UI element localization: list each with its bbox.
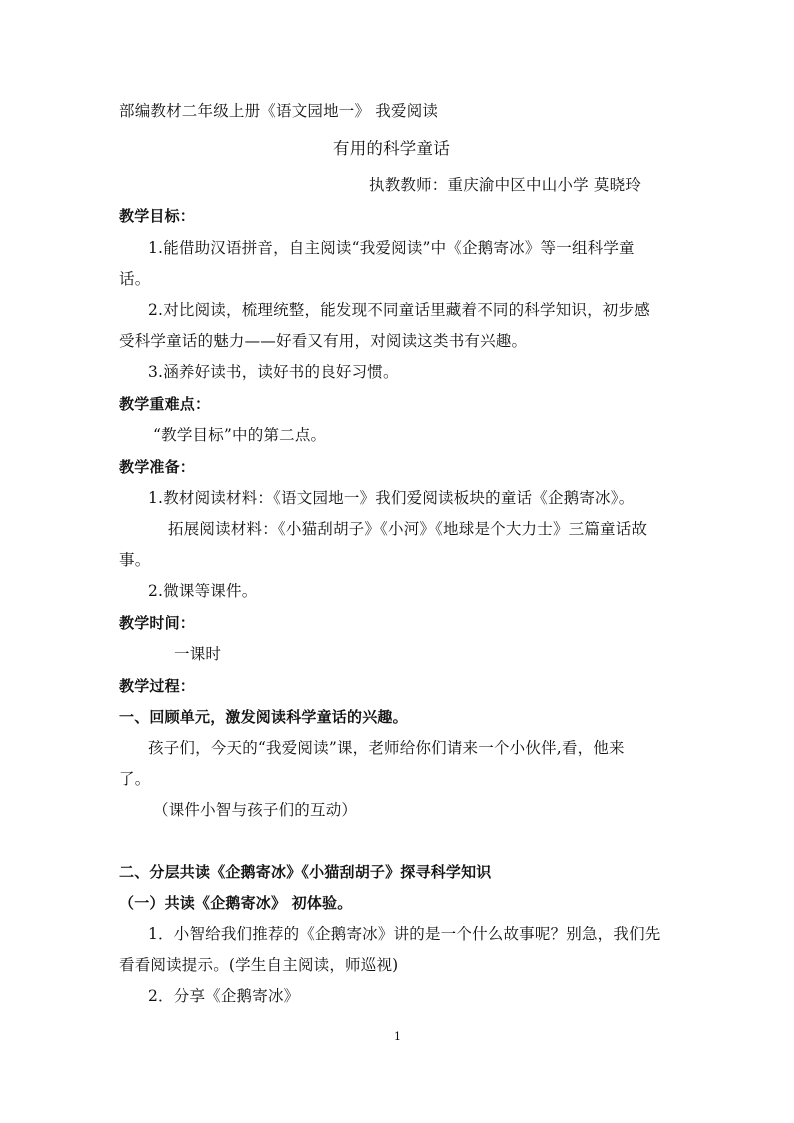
header-line: 部编教材二年级上册《语文园地一》 我爱阅读: [119, 102, 439, 120]
section-2-heading: 二、分层共读《企鹅寄冰》《小猫刮胡子》探寻科学知识: [119, 863, 492, 881]
subsection-1-item-1-line-2: 看看阅读提示。(学生自主阅读，师巡视): [119, 956, 399, 974]
time-text: 一课时: [174, 645, 222, 663]
document-title: 有用的科学童话: [333, 139, 450, 158]
key-difficulty-heading: 教学重难点：: [119, 395, 211, 413]
author-line: 执教教师：重庆渝中区中山小学 莫晓玲: [369, 176, 642, 194]
objective-item-2-line-1: 2.对比阅读，梳理统整，能发现不同童话里藏着不同的科学知识，初步感: [148, 301, 650, 319]
objective-item-1-line-2: 话。: [119, 270, 151, 288]
preparation-item-1: 1.教材阅读材料：《语文园地一》我们爱阅读板块的童话《企鹅寄冰》。: [148, 489, 635, 507]
preparation-extended-line-1: 拓展阅读材料：《小猫刮胡子》《小河》《地球是个大力士》三篇童话故: [168, 520, 648, 538]
section-1-heading: 一、回顾单元，激发阅读科学童话的兴趣。: [119, 708, 408, 726]
process-heading: 教学过程：: [119, 677, 196, 695]
objective-item-1-line-1: 1.能借助汉语拼音，自主阅读“我爱阅读”中《企鹅寄冰》等一组科学童: [148, 239, 635, 257]
key-difficulty-text: “教学目标”中的第二点。: [153, 426, 327, 444]
section-1-note: （课件小智与孩子们的互动）: [153, 801, 358, 819]
subsection-1-item-2: 2．分享《企鹅寄冰》: [148, 987, 300, 1005]
subsection-1-heading: （一）共读《企鹅寄冰》 初体验。: [119, 894, 353, 912]
section-1-paragraph-line-2: 了。: [119, 770, 151, 788]
preparation-extended-line-2: 事。: [119, 551, 151, 569]
preparation-item-2: 2.微课等课件。: [148, 582, 258, 600]
subsection-1-item-1-line-1: 1．小智给我们推荐的《企鹅寄冰》讲的是一个什么故事呢？别急，我们先: [148, 925, 661, 943]
section-1-paragraph-line-1: 孩子们，今天的“我爱阅读”课，老师给你们请来一个小伙伴,看，他来: [148, 739, 625, 757]
preparation-heading: 教学准备：: [119, 458, 196, 476]
objective-item-2-line-2: 受科学童话的魅力——好看又有用，对阅读这类书有兴趣。: [119, 332, 528, 350]
objectives-heading: 教学目标：: [119, 207, 196, 225]
page-number: 1: [394, 1030, 402, 1043]
objective-item-3: 3.涵养好读书，读好书的良好习惯。: [148, 363, 399, 381]
time-heading: 教学时间：: [119, 614, 196, 632]
